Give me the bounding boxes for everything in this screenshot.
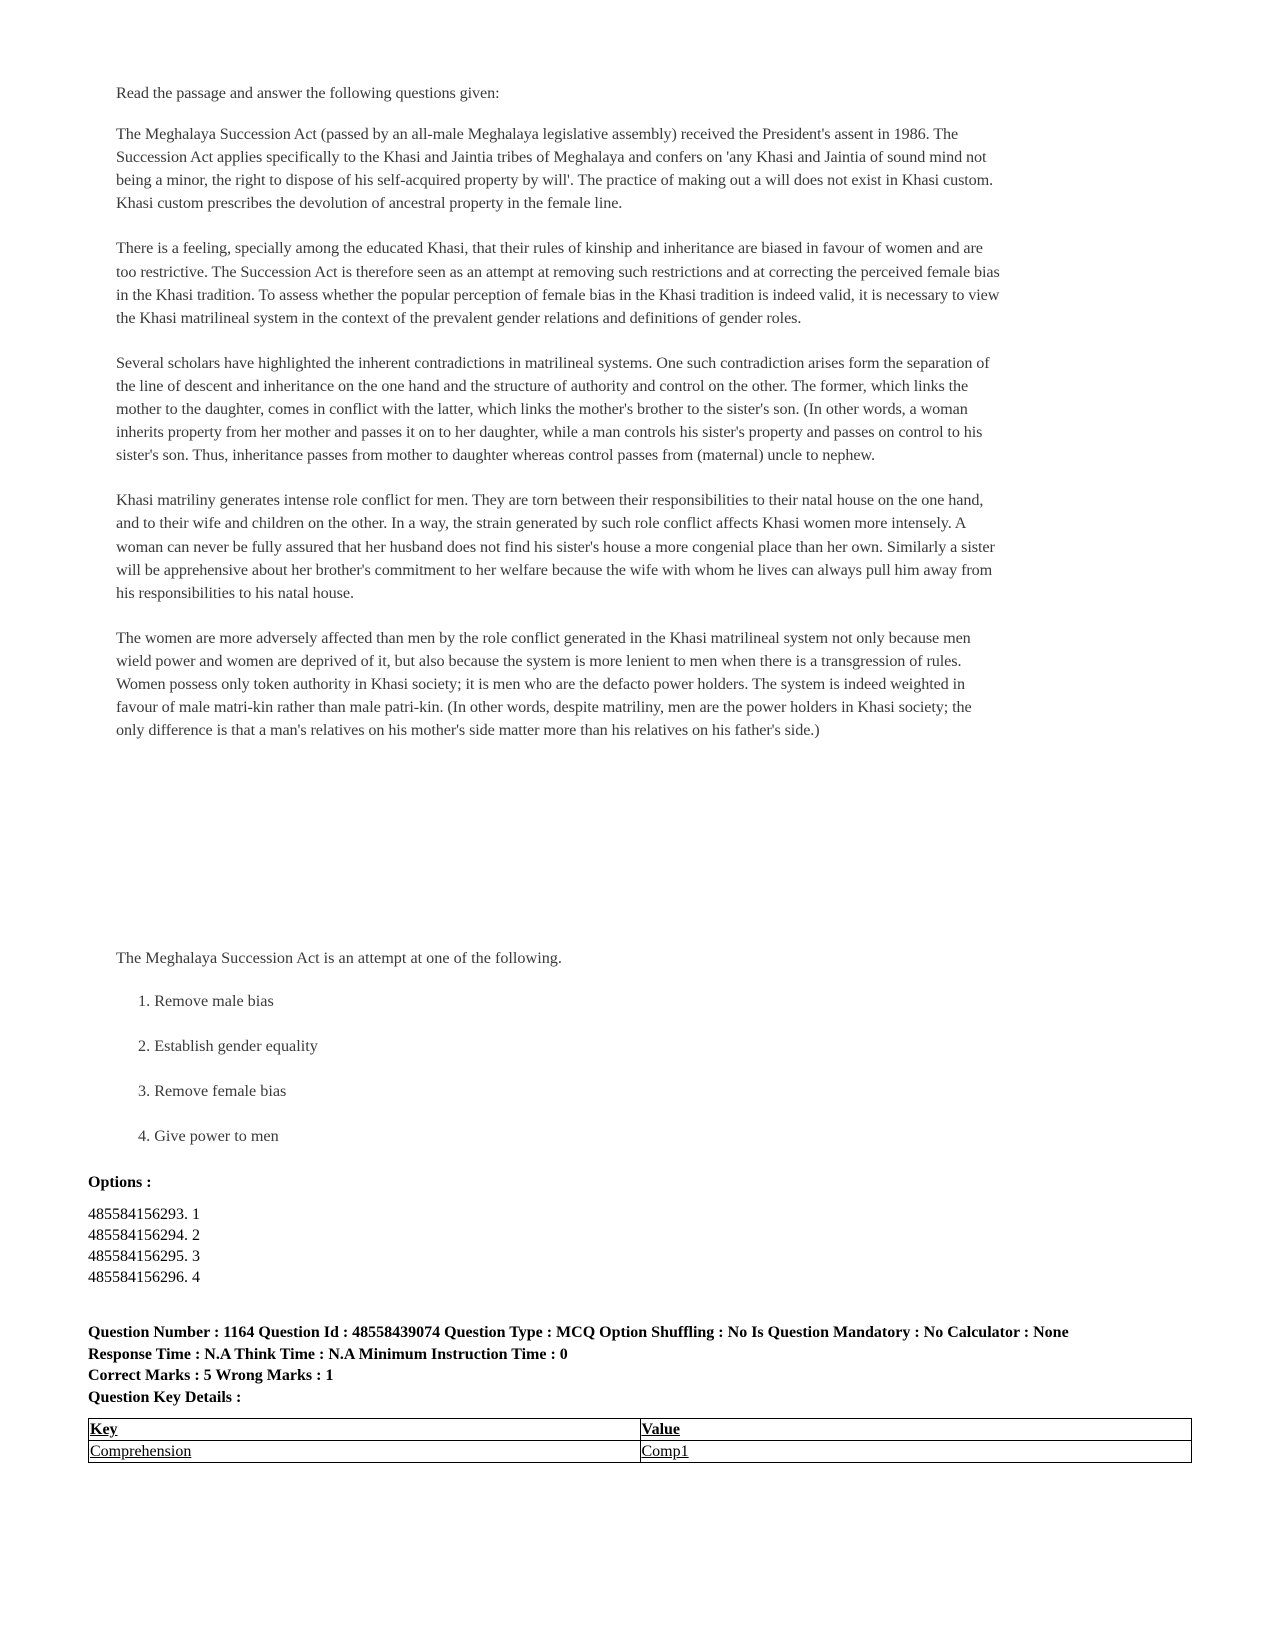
option-item: 485584156295. 3 — [88, 1248, 200, 1265]
passage-intro: Read the passage and answer the following questions given: — [116, 84, 500, 102]
passage-image-text — [116, 82, 1000, 764]
meta-line-timing: Response Time : N.A Think Time : N.A Minimum Instruction Time : 0 — [88, 1345, 568, 1363]
cell-value: Comp1 — [641, 1443, 689, 1460]
passage-paragraph: There is a feeling, specially among the educated Khasi, that their rules of kinship and inheritance are biased in favour of women and are too restrictive. The Succession Act is therefore seen as an attempt at removing such restrictions and at correcting the perceived female bias in the Khasi tradition. To assess whether the popular perception of female bias in the Khasi tradition is indeed valid, it is necessary to view the Khasi matrilineal system in the context of the prevalent gender relations and definitions of gender roles. — [116, 239, 1000, 327]
question-choice: 2. Establish gender equality — [138, 1037, 318, 1055]
cell-key: Comprehension — [90, 1443, 192, 1460]
passage-paragraph: Several scholars have highlighted the inherent contradictions in matrilineal systems. One such contradiction arises form the separation of the line of descent and inheritance on the one hand and the structure of authority and control on the other. The former, which links the mother to the daughter, comes in conflict with the latter, which links the mother's brother to the sister's son. (In other words, a woman inherits property from her mother and passes it on to her daughter, while a man controls his sister's property and passes on control to his sister's son. Thus, inheritance passes from mother to daughter whereas control passes from (maternal) uncle to nephew. — [116, 353, 990, 465]
option-item: 485584156293. 1 — [88, 1206, 200, 1223]
header-key: Key — [90, 1421, 118, 1438]
options-list — [88, 1204, 200, 1288]
meta-line-key-details: Question Key Details : — [88, 1388, 242, 1406]
table-cell — [89, 1441, 641, 1463]
meta-line-marks: Correct Marks : 5 Wrong Marks : 1 — [88, 1367, 334, 1384]
table-row — [89, 1441, 1192, 1463]
table-header-row — [89, 1419, 1192, 1441]
question-choice: 4. Give power to men — [138, 1127, 279, 1145]
options-label: Options : — [88, 1174, 152, 1191]
passage-paragraph: The women are more adversely affected than men by the role conflict generated in the Khasi matrilineal system not only because men wield power and women are deprived of it, but also because the system is more lenient to men when there is a transgression of rules. Women possess only token authority in Khasi society; it is men who are the defacto power holders. The system is indeed weighted in favour of male matri-kin rather than male patri-kin. (In other words, despite matriliny, men are the power holders in Khasi society; the only difference is that a man's relatives on his mother's side matter more than his relatives on his father's side.) — [116, 628, 972, 740]
table-cell — [640, 1441, 1192, 1463]
passage-paragraph: Khasi matriliny generates intense role conflict for men. They are torn between their responsibilities to their natal house on the one hand, and to their wife and children on the other. In a way, the strain generated by such role conflict affects Khasi women more intensely. A woman can never be fully assured that her husband does not find his sister's house a more congenial place than her own. Similarly a sister will be apprehensive about her brother's commitment to her welfare because the wife with whom he lives can always pull him away from his responsibilities to his natal house. — [116, 491, 995, 602]
question-choice: 1. Remove male bias — [138, 992, 274, 1010]
table-header-cell — [89, 1419, 641, 1441]
question-choices — [138, 990, 318, 1170]
option-item: 485584156294. 2 — [88, 1227, 200, 1244]
table-header-cell — [640, 1419, 1192, 1441]
header-value: Value — [641, 1421, 681, 1438]
meta-line-question-info: Question Number : 1164 Question Id : 48558439074 Question Type : MCQ Option Shuffling : No Is Question Mandatory : No Calculator : None — [88, 1324, 1069, 1341]
passage-paragraph: The Meghalaya Succession Act (passed by an all-male Meghalaya legislative assembly) received the President's assent in 1986. The Succession Act applies specifically to the Khasi and Jaintia tribes of Meghalaya and confers on 'any Khasi and Jaintia of sound mind not being a minor, the right to dispose of his self-acquired property by will'. The practice of making out a will does not exist in Khasi custom. Khasi custom prescribes the devolution of ancestral property in the female line. — [116, 125, 994, 213]
question-text: The Meghalaya Succession Act is an attempt at one of the following. — [116, 949, 562, 967]
option-item: 485584156296. 4 — [88, 1269, 200, 1286]
question-choice: 3. Remove female bias — [138, 1082, 287, 1100]
question-meta — [88, 1322, 1208, 1408]
key-details-table — [88, 1418, 1192, 1463]
